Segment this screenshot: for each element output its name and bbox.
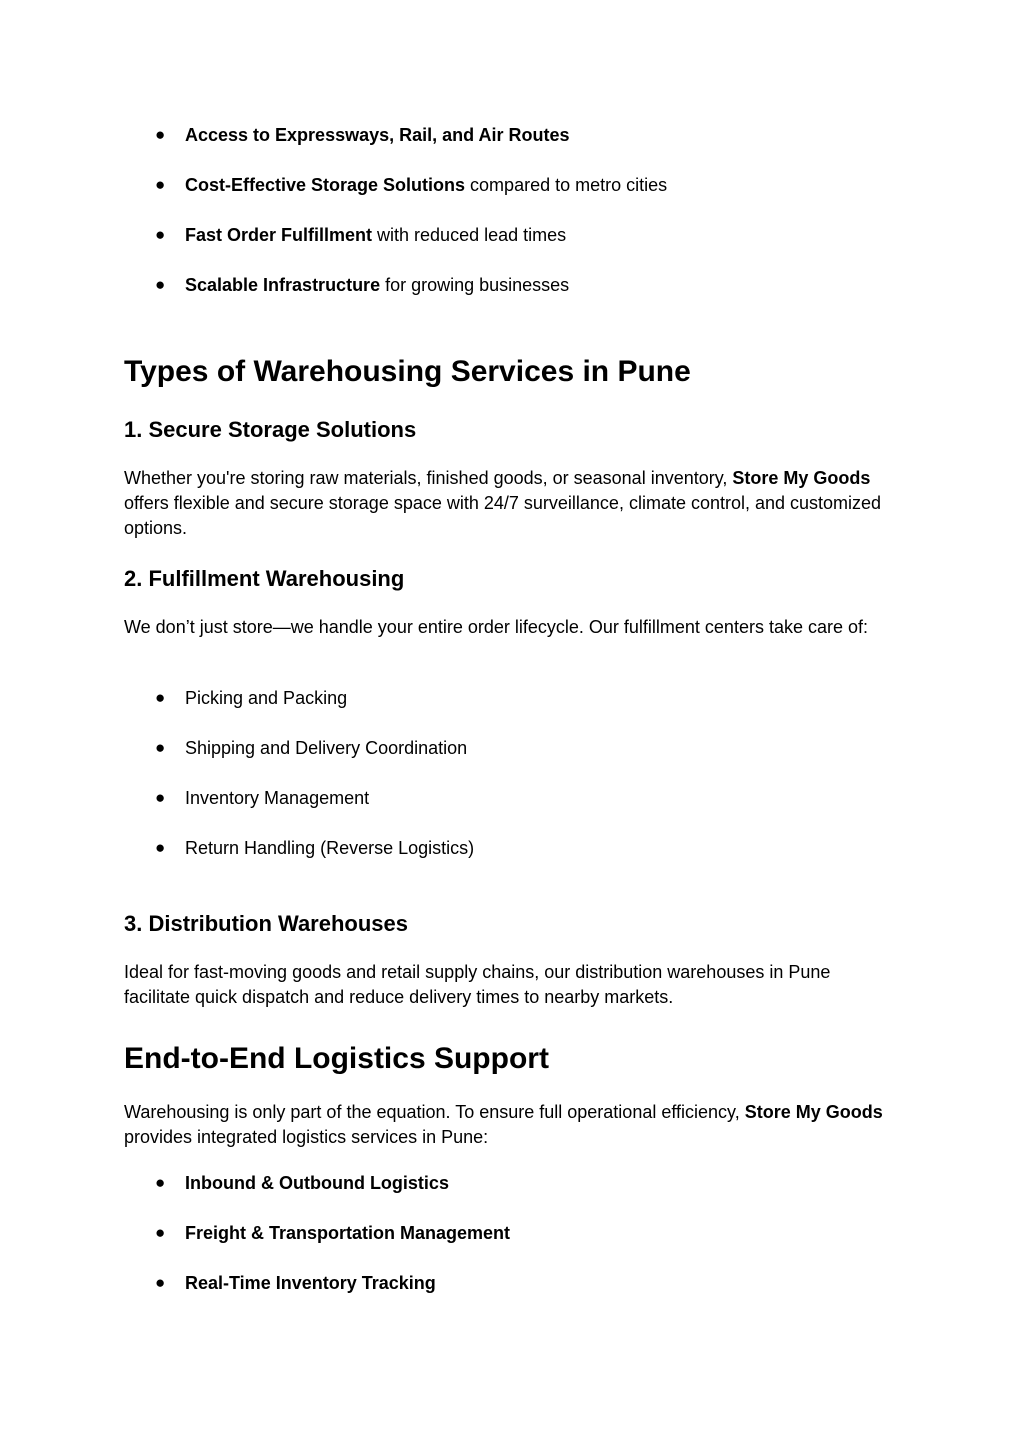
distribution-paragraph: Ideal for fast-moving goods and retail supply chains, our distribution warehouses in Pune facilitate quick dispatch and reduce delivery times to nearby markets. xyxy=(124,962,831,1007)
bullet-icon: ● xyxy=(155,788,166,807)
logistics-paragraph xyxy=(124,1100,894,1150)
list-item-text xyxy=(185,124,570,146)
list-item-bold: Scalable Infrastructure xyxy=(185,275,381,295)
logistics-heading: End-to-End Logistics Support xyxy=(124,1042,549,1075)
list-item-text xyxy=(185,274,569,296)
bullet-icon: ● xyxy=(155,1223,166,1242)
list-item-text xyxy=(185,174,667,196)
bullet-icon: ● xyxy=(155,275,166,294)
bullet-icon: ● xyxy=(155,125,166,144)
list-item-text: Inventory Management xyxy=(185,788,370,808)
bullet-icon: ● xyxy=(155,225,166,244)
secure-storage-paragraph xyxy=(124,466,894,541)
brand-name: Store My Goods xyxy=(744,1102,883,1122)
list-item-bold: Access to Expressways, Rail, and Air Routes xyxy=(185,125,570,145)
paragraph-text: Warehousing is only part of the equation. To ensure full operational efficiency, xyxy=(124,1102,745,1122)
bullet-icon: ● xyxy=(155,1173,166,1192)
paragraph-text: Whether you're storing raw materials, finished goods, or seasonal inventory, xyxy=(124,468,733,488)
list-item-text xyxy=(185,224,566,246)
list-item-text: Freight & Transportation Management xyxy=(185,1223,511,1243)
list-item-text: Real-Time Inventory Tracking xyxy=(185,1273,436,1293)
paragraph-text: offers flexible and secure storage space with 24/7 surveillance, climate control, and customized options. xyxy=(124,493,882,538)
types-heading: Types of Warehousing Services in Pune xyxy=(124,355,691,388)
paragraph-text: provides integrated logistics services in Pune: xyxy=(124,1127,489,1147)
distribution-heading: 3. Distribution Warehouses xyxy=(124,911,409,936)
list-item-text: Picking and Packing xyxy=(185,688,348,708)
list-item-rest: compared to metro cities xyxy=(465,175,668,195)
secure-storage-heading: 1. Secure Storage Solutions xyxy=(124,417,417,442)
bullet-icon: ● xyxy=(155,738,166,757)
fulfillment-paragraph: We don’t just store—we handle your entire order lifecycle. Our fulfillment centers take care of: xyxy=(124,617,869,637)
list-item-text: Inbound & Outbound Logistics xyxy=(185,1173,449,1193)
bullet-icon: ● xyxy=(155,838,166,857)
bullet-icon: ● xyxy=(155,175,166,194)
list-item-bold: Cost-Effective Storage Solutions xyxy=(185,175,466,195)
list-item-text: Shipping and Delivery Coordination xyxy=(185,738,468,758)
list-item-rest: with reduced lead times xyxy=(372,225,567,245)
list-item-bold: Fast Order Fulfillment xyxy=(185,225,373,245)
list-item-text: Return Handling (Reverse Logistics) xyxy=(185,838,475,858)
bullet-icon: ● xyxy=(155,1273,166,1292)
list-item-rest: for growing businesses xyxy=(380,275,570,295)
fulfillment-heading: 2. Fulfillment Warehousing xyxy=(124,566,405,591)
bullet-icon: ● xyxy=(155,688,166,707)
brand-name: Store My Goods xyxy=(732,468,871,488)
